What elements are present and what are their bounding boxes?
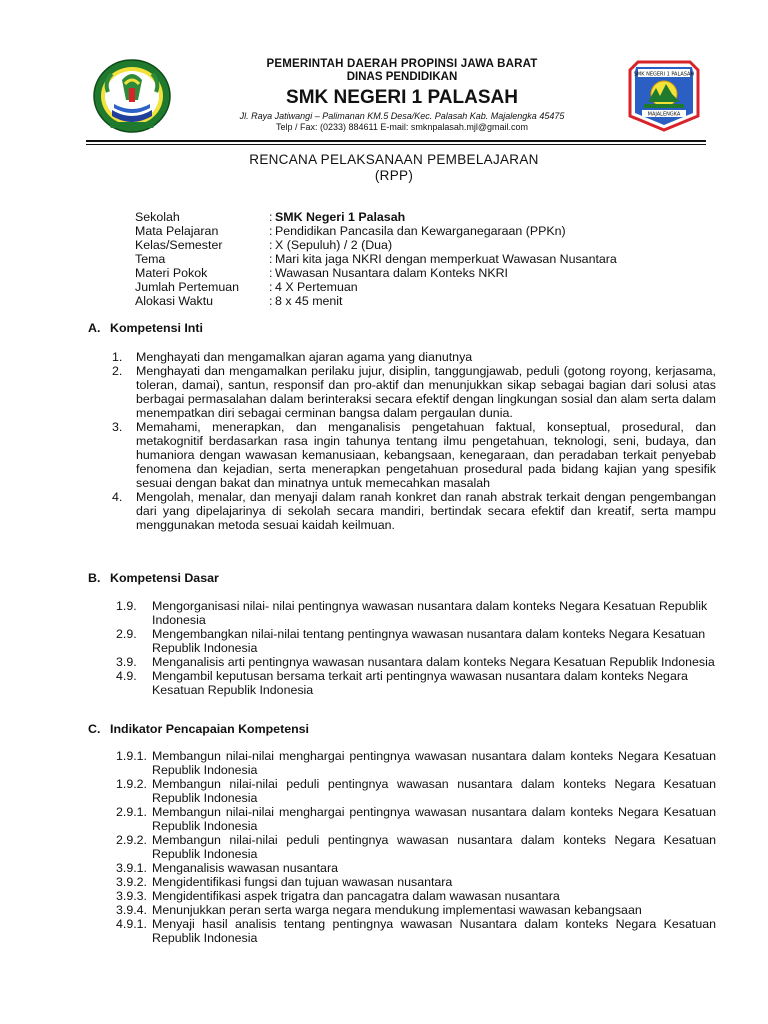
list-item-number: 1.9.2. [116, 777, 148, 791]
section-title: Indikator Pencapaian Kompetensi [110, 722, 309, 736]
identity-value: 8 x 45 menit [275, 294, 343, 308]
list-item [116, 805, 716, 833]
section-letter: A. [88, 321, 101, 335]
core-competency-list [112, 350, 716, 532]
section-letter: B. [88, 571, 101, 585]
list-item [116, 889, 716, 903]
list-item-number: 1. [112, 350, 123, 364]
identity-label: Tema [135, 252, 166, 266]
identity-label: Sekolah [135, 210, 180, 224]
identity-row-theme [135, 252, 617, 266]
identity-value: SMK Negeri 1 Palasah [275, 210, 406, 224]
list-item [116, 655, 716, 669]
letterhead-address: Jl. Raya Jatiwangi – Palimanan KM.5 Desa/Kec. Palasah Kab. Majalengka 45475 [239, 111, 565, 121]
identity-separator: : [269, 238, 273, 252]
list-item [116, 875, 716, 889]
list-item-text: Membangun nilai-nilai menghargai pentingnya wawasan nusantara dalam konteks Negara Kesatuan Republik Indonesia [152, 805, 716, 833]
section-title: Kompetensi Dasar [110, 571, 219, 585]
identity-value: 4 X Pertemuan [275, 280, 358, 294]
list-item-text: Menyaji hasil analisis tentang pentingnya wawasan Nusantara dalam konteks Negara Kesatuan Republik Indonesia [152, 917, 716, 945]
document-title [110, 152, 678, 184]
identity-value: Wawasan Nusantara dalam Konteks NKRI [275, 266, 509, 280]
list-item-text: Mengidentifikasi aspek trigatra dan pancagatra dalam wawasan nusantara [152, 889, 560, 903]
list-item-number: 4. [112, 490, 123, 504]
list-item-text: Mengolah, menalar, dan menyaji dalam ranah konkret dan ranah abstrak terkait dengan pengembangan dari yang dipelajarinya di sekolah secara mandiri, bertindak secara efektif dan kreatif, serta mampu menggunakan metoda sesuai kaidah keilmuan. [136, 490, 716, 532]
list-item [116, 917, 716, 945]
list-item-number: 2. [112, 364, 123, 378]
list-item-text: Menganalisis wawasan nusantara [152, 861, 338, 875]
identity-label: Mata Pelajaran [135, 224, 219, 238]
emblem-top-text: SMK NEGERI 1 PALASAH [633, 71, 695, 78]
list-item-text: Mengorganisasi nilai- nilai pentingnya wawasan nusantara dalam konteks Negara Kesatuan Republik Indonesia [152, 599, 708, 627]
letterhead-government: PEMERINTAH DAERAH PROPINSI JAWA BARAT [266, 58, 538, 70]
list-item [116, 903, 716, 917]
list-item [112, 364, 716, 420]
list-item-text: Memahami, menerapkan, dan menganalisis pengetahuan faktual, konseptual, prosedural, dan metakognitif berdasarkan rasa ingin tahunya tentang ilmu pengetahuan, teknologi, seni, budaya, dan humaniora dengan wawasan kemanusiaan, kebangsaan, kenegaraan, dan peradaban terkait penyebab fenomena dan kejadian, serta menerapkan pengetahuan prosedural pada bidang kajian yang spesifik sesuai dengan bakat dan minatnya untuk memecahkan masalah [136, 420, 716, 490]
list-item-text: Mengambil keputusan bersama terkait arti pentingnya wawasan nusantara dalam konteks Negara Kesatuan Republik Indonesia [152, 669, 688, 697]
emblem-bottom-text: MAJALENGKA [647, 111, 681, 118]
identity-value: Pendidikan Pancasila dan Kewarganegaraan (PPKn) [275, 224, 566, 238]
list-item-number: 4.9.1. [116, 917, 148, 931]
section-letter: C. [88, 722, 101, 736]
identity-separator: : [269, 210, 273, 224]
list-item-text: Membangun nilai-nilai peduli pentingnya wawasan nusantara dalam konteks Negara Kesatuan Republik Indonesia [152, 833, 716, 861]
identity-value: X (Sepuluh) / 2 (Dua) [275, 238, 393, 252]
list-item-number: 4.9. [116, 669, 137, 683]
identity-label: Alokasi Waktu [135, 294, 214, 308]
identity-row-time [135, 294, 617, 308]
identity-label: Jumlah Pertemuan [135, 280, 239, 294]
list-item-number: 2.9.2. [116, 833, 148, 847]
list-item-text: Menghayati dan mengamalkan perilaku jujur, disiplin, tanggungjawab, peduli (gotong royong, kerjasama, toleran, damai), santun, responsif dan pro-aktif dan menunjukkan sikap sebagai bagian dari solusi atas berbagai permasalahan dalam berinteraksi secara efektif dengan lingkungan sosial dan alam serta dalam menempatkan diri sebagai cerminan bangsa dalam pergaulan dunia. [136, 364, 716, 420]
list-item-text: Membangun nilai-nilai peduli pentingnya wawasan nusantara dalam konteks Negara Kesatuan Republik Indonesia [152, 777, 716, 805]
list-item [116, 749, 716, 777]
letterhead-rule-thin [86, 144, 706, 145]
identity-separator: : [269, 266, 273, 280]
list-item-number: 3.9. [116, 655, 137, 669]
list-item-number: 3.9.1. [116, 861, 148, 875]
identity-row-class [135, 238, 617, 252]
identity-row-school [135, 210, 617, 224]
list-item-number: 2.9. [116, 627, 137, 641]
list-item [116, 861, 716, 875]
identity-separator: : [269, 224, 273, 238]
list-item-number: 1.9. [116, 599, 137, 613]
identity-label: Kelas/Semester [135, 238, 223, 252]
document-title-abbrev: (RPP) [374, 168, 414, 183]
list-item-number: 3. [112, 420, 123, 434]
list-item-number: 3.9.4. [116, 903, 148, 917]
list-item [116, 599, 716, 627]
list-item [112, 350, 716, 364]
list-item [112, 490, 716, 532]
competency-indicator-list [116, 749, 716, 945]
list-item-text: Menganalisis arti pentingnya wawasan nusantara dalam konteks Negara Kesatuan Republik Indonesia [152, 655, 715, 669]
identity-row-meetings [135, 280, 617, 294]
identity-row-subject [135, 224, 617, 238]
identity-separator: : [269, 280, 273, 294]
list-item-text: Menunjukkan peran serta warga negara mendukung implementasi wawasan kebangsaan [152, 903, 642, 917]
identity-separator: : [269, 294, 273, 308]
list-item [116, 833, 716, 861]
letterhead-contact: Telp / Fax: (0233) 884611 E-mail: smknpalasah.mjl@gmail.com [275, 122, 529, 132]
smk-negeri-1-palasah-emblem-icon [626, 58, 702, 132]
identity-row-topic [135, 266, 617, 280]
identity-separator: : [269, 252, 273, 266]
section-b-heading [88, 571, 219, 585]
section-c-heading [88, 722, 309, 736]
list-item-number: 3.9.3. [116, 889, 148, 903]
document-title-main: RENCANA PELAKSANAAN PEMBELAJARAN [249, 152, 539, 167]
list-item-number: 2.9.1. [116, 805, 148, 819]
list-item [116, 627, 716, 655]
list-item-text: Menghayati dan mengamalkan ajaran agama yang dianutnya [136, 350, 473, 364]
list-item-number: 1.9.1. [116, 749, 148, 763]
letterhead-school-name: SMK NEGERI 1 PALASAH [286, 87, 518, 108]
list-item-text: Mengidentifikasi fungsi dan tujuan wawasan nusantara [152, 875, 453, 889]
section-a-heading [88, 321, 203, 335]
list-item [116, 669, 716, 697]
letterhead-rule-thick [86, 140, 706, 142]
list-item [112, 420, 716, 490]
list-item-number: 3.9.2. [116, 875, 148, 889]
letterhead [170, 58, 634, 133]
identity-block [135, 210, 617, 308]
identity-value: Mari kita jaga NKRI dengan memperkuat Wawasan Nusantara [275, 252, 617, 266]
section-title: Kompetensi Inti [110, 321, 203, 335]
list-item-text: Membangun nilai-nilai menghargai pentingnya wawasan nusantara dalam konteks Negara Kesatuan Republik Indonesia [152, 749, 716, 777]
jawa-barat-emblem-icon [92, 58, 172, 134]
basic-competency-list [116, 599, 716, 697]
list-item [116, 777, 716, 805]
list-item-text: Mengembangkan nilai-nilai tentang pentingnya wawasan nusantara dalam konteks Negara Kesatuan Republik Indonesia [152, 627, 706, 655]
identity-label: Materi Pokok [135, 266, 208, 280]
letterhead-department: DINAS PENDIDIKAN [346, 71, 458, 83]
